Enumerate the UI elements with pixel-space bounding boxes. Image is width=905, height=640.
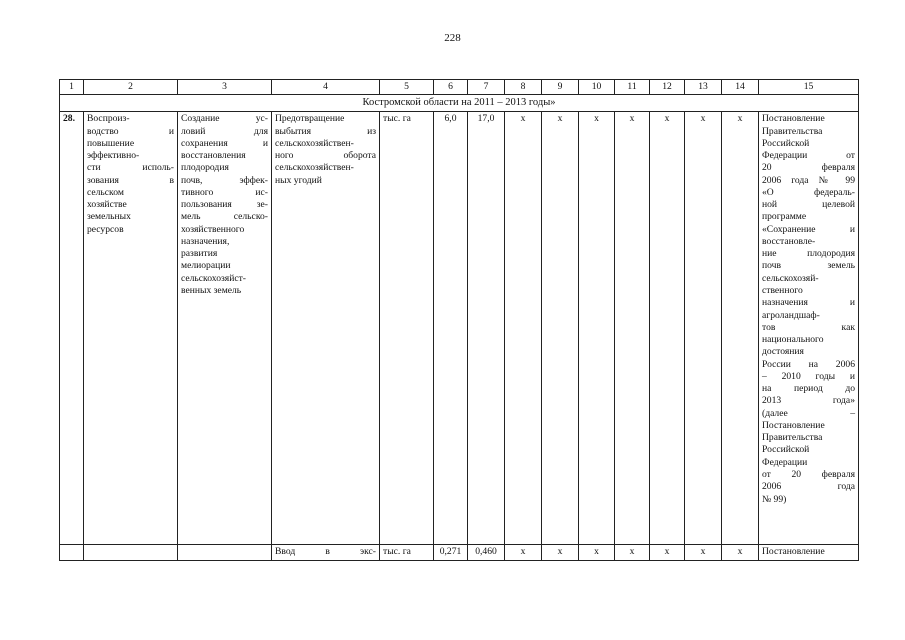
- col-header-12: 12: [650, 80, 685, 95]
- cell-line: тивного ис-: [181, 186, 268, 198]
- cell-value-7: 17,0: [468, 112, 505, 545]
- cell-line: назначения и: [762, 297, 855, 309]
- cell-line: почв земель: [762, 260, 855, 272]
- col-header-13: 13: [685, 80, 722, 95]
- page-number: 228: [444, 32, 461, 44]
- cell-mark-9: х: [542, 545, 579, 561]
- cell-line: восстановления: [181, 150, 246, 162]
- col-header-9: 9: [542, 80, 579, 95]
- cell-line: от 20 февраля: [762, 468, 855, 480]
- cell-line: 2006 года: [762, 481, 855, 493]
- cell-line: Российской: [762, 137, 810, 149]
- col-header-10: 10: [579, 80, 615, 95]
- cell-value-6: 0,271: [434, 545, 468, 561]
- cell-mark-14: х: [722, 112, 759, 545]
- cell-line: № 99): [762, 493, 787, 505]
- cell-line: «О федераль-: [762, 186, 855, 198]
- cell-line: сельскохозяйст-: [181, 272, 246, 284]
- cell-line: развития: [181, 248, 218, 260]
- cell-line: достояния: [762, 346, 804, 358]
- cell-line: 20 февраля: [762, 162, 855, 174]
- cell-regulation: Постановление: [759, 545, 859, 561]
- cell-line: ственного: [762, 284, 803, 296]
- cell-mark-14: х: [722, 545, 759, 561]
- cell-line: Правительства: [762, 432, 823, 444]
- region-title: Костромской области на 2011 – 2013 годы»: [60, 95, 859, 112]
- cell-line: венных земель: [181, 284, 242, 296]
- cell-line: пользования зе-: [181, 199, 268, 211]
- cell-mark-9: х: [542, 112, 579, 545]
- cell-line: Правительства: [762, 125, 823, 137]
- table-row: [60, 112, 859, 545]
- cell-unit: тыс. га: [380, 545, 434, 561]
- cell-line: Предотвращение: [275, 113, 345, 125]
- cell-line: сельскохозяйствен-: [275, 162, 354, 174]
- cell-line: плодородия: [181, 162, 229, 174]
- cell-regulation: [759, 112, 859, 545]
- cell-line: программе: [762, 211, 807, 223]
- document-table: [59, 79, 859, 561]
- cell-line: Российской: [762, 444, 810, 456]
- cell-indicator-text: Ввод в экс-: [275, 546, 376, 558]
- header-row: [60, 80, 859, 95]
- cell-line: восстановле-: [762, 235, 816, 247]
- cell-mark-12: х: [650, 545, 685, 561]
- cell-line: хозяйственного: [181, 223, 245, 235]
- cell-indicator: [272, 545, 380, 561]
- cell-mark-8: х: [505, 545, 542, 561]
- col-header-1: 1: [60, 80, 84, 95]
- col-header-5: 5: [380, 80, 434, 95]
- cell-line: агроландшаф-: [762, 309, 820, 321]
- col-header-4: 4: [272, 80, 380, 95]
- col-header-3: 3: [178, 80, 272, 95]
- cell-line: сохранения и: [181, 137, 268, 149]
- cell-mark-13: х: [685, 112, 722, 545]
- cell-line: ресурсов: [87, 223, 124, 235]
- cell-line: почв, эффек-: [181, 174, 268, 186]
- cell-line: мелиорации: [181, 260, 231, 272]
- cell-line: мель сельско-: [181, 211, 268, 223]
- cell-line: Воспроиз-: [87, 113, 130, 125]
- cell-line: Постановление: [762, 419, 825, 431]
- cell-line: (далее –: [762, 407, 855, 419]
- cell-line: назначения,: [181, 235, 230, 247]
- cell-line: повышение: [87, 137, 135, 149]
- cell-unit: тыс. га: [380, 112, 434, 545]
- cell-line: Создание ус-: [181, 113, 268, 125]
- cell-mark-11: х: [615, 112, 650, 545]
- cell-line: сельском: [87, 186, 124, 198]
- col-header-14: 14: [722, 80, 759, 95]
- cell-mark-10: х: [579, 112, 615, 545]
- cell-indicator: [272, 112, 380, 545]
- cell-line: 2006 года № 99: [762, 174, 855, 186]
- cell-line: ние плодородия: [762, 248, 855, 260]
- cell-line: «Сохранение и: [762, 223, 855, 235]
- cell-value-6: 6,0: [434, 112, 468, 545]
- cell-goal: [178, 112, 272, 545]
- cell-line: сти исполь-: [87, 162, 174, 174]
- cell-mark-10: х: [579, 545, 615, 561]
- cell-line: на период до: [762, 383, 855, 395]
- cell-task: [84, 112, 178, 545]
- cell-line: ловий для: [181, 125, 268, 137]
- cell-value-7: 0,460: [468, 545, 505, 561]
- cell-line: сельскохозяйствен-: [275, 137, 354, 149]
- cell-line: тов как: [762, 321, 855, 333]
- col-header-8: 8: [505, 80, 542, 95]
- row-number: 28.: [60, 112, 84, 545]
- cell-line: ной целевой: [762, 199, 855, 211]
- cell-mark-8: х: [505, 112, 542, 545]
- cell-line: 2013 года»: [762, 395, 855, 407]
- cell-task-empty: [84, 545, 178, 561]
- cell-line: – 2010 годы и: [762, 370, 855, 382]
- cell-line: Федерации от: [762, 150, 855, 162]
- cell-line: Федерации: [762, 456, 808, 468]
- cell-line: эффективно-: [87, 150, 140, 162]
- cell-mark-12: х: [650, 112, 685, 545]
- row-number-empty: [60, 545, 84, 561]
- col-header-15: 15: [759, 80, 859, 95]
- cell-line: Постановление: [762, 113, 825, 125]
- cell-mark-11: х: [615, 545, 650, 561]
- col-header-6: 6: [434, 80, 468, 95]
- cell-line: выбытия из: [275, 125, 376, 137]
- region-row: [60, 95, 859, 112]
- cell-line: водство и: [87, 125, 174, 137]
- cell-line: сельскохозяй-: [762, 272, 819, 284]
- cell-goal-empty: [178, 545, 272, 561]
- cell-mark-13: х: [685, 545, 722, 561]
- table-row: [60, 545, 859, 561]
- cell-line: ных угодий: [275, 174, 322, 186]
- cell-line: хозяйстве: [87, 199, 127, 211]
- cell-line: зования в: [87, 174, 174, 186]
- col-header-11: 11: [615, 80, 650, 95]
- cell-line: ного оборота: [275, 150, 376, 162]
- col-header-7: 7: [468, 80, 505, 95]
- cell-line: России на 2006: [762, 358, 855, 370]
- col-header-2: 2: [84, 80, 178, 95]
- cell-line: земельных: [87, 211, 131, 223]
- cell-line: национального: [762, 334, 824, 346]
